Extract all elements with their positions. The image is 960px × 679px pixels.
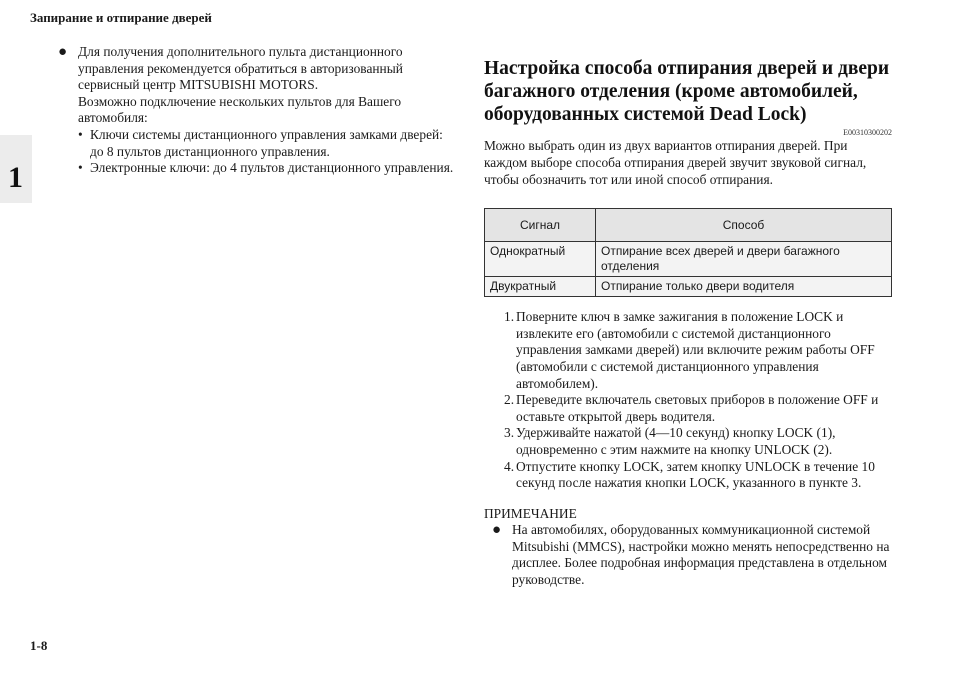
table-row — [485, 242, 892, 277]
table-row — [485, 277, 892, 297]
chapter-number: 1 — [8, 161, 23, 194]
intro-paragraph: Можно выбрать один из двух вариантов отпирания дверей. При каждом выборе способа отпирания дверей звучит звуковой сигнал, чтобы обозначить тот или иной способ отпирания. — [484, 138, 867, 187]
list-item: 3. Удерживайте нажатой (4—10 секунд) кнопку LOCK (1), одновременно с этим нажмите на кнопку UNLOCK (2). — [504, 425, 836, 457]
list-item: 1. Поверните ключ в замке зажигания в положение LOCK и извлеките его (автомобили с системой дистанционного управления замками дверей) или включите режим работы OFF (автомобили с системой дистанционного управления автомобилем). — [504, 309, 875, 391]
right-column — [484, 58, 894, 589]
signal-table — [484, 208, 892, 297]
table-cell: Однократный — [485, 242, 596, 277]
table-cell: Двукратный — [485, 277, 596, 297]
running-header: Запирание и отпирание дверей — [30, 10, 212, 25]
sub-item: • Электронные ключи: до 4 пультов дистанционного управления. — [78, 160, 454, 176]
list-item: 2. Переведите включатель световых приборов в положение OFF и оставьте открытой дверь водителя. — [504, 392, 879, 424]
paragraph-dealer: Для получения дополнительного пульта дистанционного управления рекомендуется обратиться в авторизованный сервисный центр MITSUBISHI MOTORS. — [78, 44, 403, 93]
chapter-tab — [0, 135, 32, 203]
column-header: Способ — [596, 209, 892, 242]
note-body: ● На автомобилях, оборудованных коммуникационной системой Mitsubishi (MMCS), настройки можно менять непосредственно на дисплее. Более подробная информация представлена в отдельном руководстве. — [492, 522, 890, 588]
bullet-icon: ● — [58, 44, 68, 60]
bullet-icon: ● — [492, 522, 502, 539]
column-header: Сигнал — [485, 209, 596, 242]
table-header-row — [485, 209, 892, 242]
section-title: Настройка способа отпирания дверей и двери багажного отделения (кроме автомобилей, оборудованных системой Dead Lock) — [484, 58, 890, 125]
section-code: E00310300202 — [843, 128, 892, 138]
sub-item: • Ключи системы дистанционного управления замками дверей: до 8 пультов дистанционного управления. — [78, 126, 443, 159]
steps-list — [484, 309, 894, 492]
list-item: 4. Отпустите кнопку LOCK, затем кнопку UNLOCK в течение 10 секунд после нажатия кнопки LOCK, указанного в пункте 3. — [504, 458, 875, 491]
page-number: 1-8 — [30, 638, 48, 653]
left-column — [58, 44, 458, 177]
note-label: ПРИМЕЧАНИЕ — [484, 505, 577, 521]
table-cell: Отпирание только двери водителя — [596, 277, 892, 297]
paragraph-multiple: Возможно подключение нескольких пультов для Вашего автомобиля: — [78, 93, 402, 126]
info-bullet — [58, 44, 458, 177]
table-cell: Отпирание всех дверей и двери багажного отделения — [596, 242, 892, 277]
